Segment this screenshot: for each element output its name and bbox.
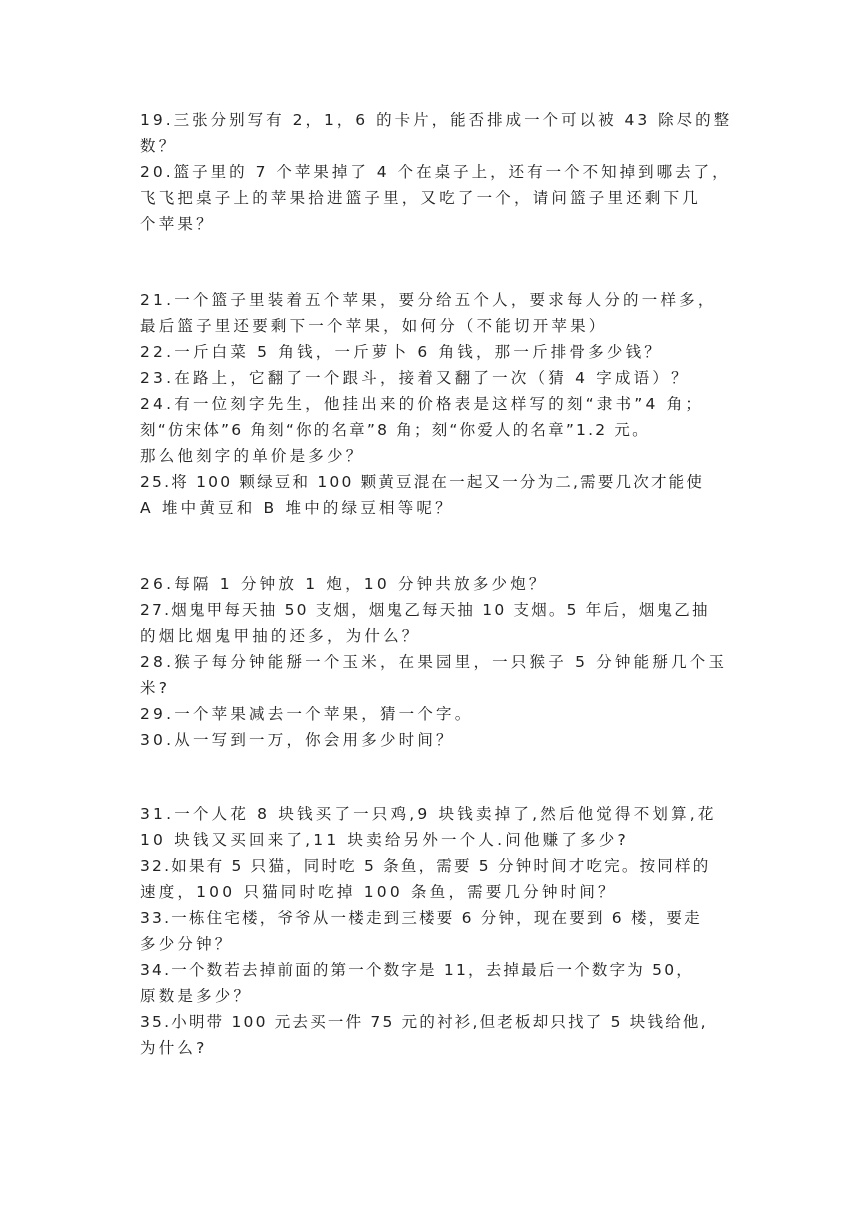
text-line-q34: 34.一个数若去掉前面的第一个数字是 11，去掉最后一个数字为 50， — [140, 961, 694, 979]
text-line-q22: 22.一斤白菜 5 角钱，一斤萝卜 6 角钱，那一斤排骨多少钱？ — [140, 343, 663, 361]
text-line-q25-cont: A 堆中黄豆和 B 堆中的绿豆相等呢？ — [140, 499, 454, 517]
text-line-q24-cont: 刻“仿宋体”6 角刻“你的名章”8 角；刻“你爱人的名章”1.2 元。 — [140, 421, 650, 439]
text-line-q31: 31.一个人花 8 块钱买了一只鸡,9 块钱卖掉了,然后他觉得不划算,花 — [140, 805, 717, 823]
text-line-q32-cont: 速度，100 只猫同时吃掉 100 条鱼，需要几分钟时间？ — [140, 883, 617, 901]
text-line-q30: 30.从一写到一万，你会用多少时间？ — [140, 731, 455, 749]
text-line-q34-cont: 原数是多少？ — [140, 987, 253, 1005]
text-line-q21: 21.一个篮子里装着五个苹果，要分给五个人，要求每人分的一样多， — [140, 291, 717, 309]
text-line-q31-cont: 10 块钱又买回来了,11 块卖给另外一个人.问他赚了多少? — [140, 831, 629, 849]
text-line-q29: 29.一个苹果减去一个苹果，猜一个字。 — [140, 705, 474, 723]
text-line-q33: 33.一栋住宅楼，爷爷从一楼走到三楼要 6 分钟，现在要到 6 楼，要走 — [140, 909, 702, 927]
text-line-q35: 35.小明带 100 元去买一件 75 元的衬衫,但老板却只找了 5 块钱给他, — [140, 1013, 708, 1031]
text-line-q33-cont: 多少分钟？ — [140, 935, 234, 953]
text-line-q32: 32.如果有 5 只猫，同时吃 5 条鱼，需要 5 分钟时间才吃完。按同样的 — [140, 857, 711, 875]
text-line-q19: 19.三张分别写有 2，1，6 的卡片，能否排成一个可以被 43 除尽的整 — [140, 111, 733, 129]
text-line-q28: 28.猴子每分钟能掰一个玉米，在果园里，一只猴子 5 分钟能掰几个玉 — [140, 653, 728, 671]
text-line-q20: 20.篮子里的 7 个苹果掉了 4 个在桌子上，还有一个不知掉到哪去了， — [140, 163, 731, 181]
text-line-q24: 24.有一位刻字先生，他挂出来的价格表是这样写的刻“隶书”4 角； — [140, 395, 705, 413]
text-line-q28-cont: 米? — [140, 679, 171, 697]
text-line-q20-end: 个苹果？ — [140, 215, 215, 233]
text-line-q23: 23.在路上，它翻了一个跟斗，接着又翻了一次（猜 4 字成语）？ — [140, 369, 690, 387]
text-line-q20-cont: 飞飞把桌子上的苹果拾进篮子里，又吃了一个，请问篮子里还剩下几 — [140, 189, 702, 207]
text-line-q25: 25.将 100 颗绿豆和 100 颗黄豆混在一起又一分为二,需要几次才能使 — [140, 473, 705, 491]
text-line-q19-cont: 数？ — [140, 137, 178, 155]
text-line-q21-cont: 最后篮子里还要剩下一个苹果，如何分（不能切开苹果） — [140, 317, 608, 335]
text-line-q26: 26.每隔 1 分钟放 1 炮，10 分钟共放多少炮？ — [140, 575, 548, 593]
text-line-q35-cont: 为什么? — [140, 1039, 208, 1057]
text-line-q27: 27.烟鬼甲每天抽 50 支烟，烟鬼乙每天抽 10 支烟。5 年后，烟鬼乙抽 — [140, 601, 710, 619]
text-line-q27-cont: 的烟比烟鬼甲抽的还多，为什么？ — [140, 627, 421, 645]
text-line-q24-end: 那么他刻字的单价是多少？ — [140, 447, 365, 465]
